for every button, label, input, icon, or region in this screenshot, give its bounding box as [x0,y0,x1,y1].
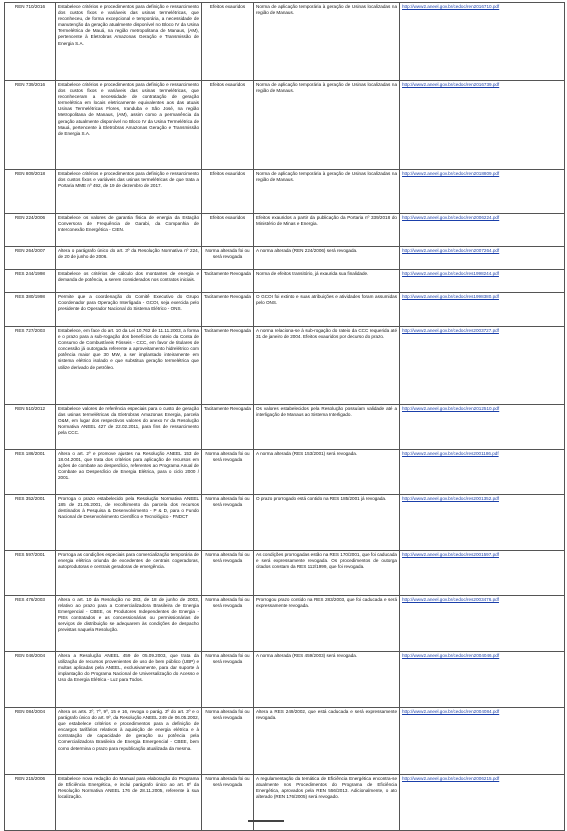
norm-code-cell: RES 244/1998 [5,270,56,293]
norm-link-cell [400,652,565,708]
norm-observation-cell: Efeitos exauridos a partir da publicação da Portaria nº 339/2018 do Ministério de Minas e Energia. [254,214,400,247]
document-link[interactable]: http://www2.aneel.gov.br/cedoc/ren2006224.pdf [402,215,500,220]
table-row [5,293,565,327]
table-row [5,495,565,551]
norm-observation-cell: Os valores estabelecidos pela Resolução possuíam validade até a interligação de Manaus ao Sistema Interligado. [254,405,400,450]
document-link[interactable]: http://www2.aneel.gov.br/cedoc/res2001352.pdf [402,496,499,501]
document-link[interactable]: http://www2.aneel.gov.br/cedoc/res2003476.pdf [402,597,499,602]
document-link[interactable]: http://www2.aneel.gov.br/cedoc/res1998380.pdf [402,294,499,299]
norm-code-cell: RES 352/2001 [5,495,56,551]
table-row [5,81,565,170]
norm-description-cell: Permite que a coordenação do Comitê Executivo do Grupo Coordenador para Operação Interligada - GCOI, seja exercida pelo presidente do Operador Nacional do Sistema Elétrico - ONS. [56,293,202,327]
norm-link-cell [400,81,565,170]
norm-status-cell: Efeitos exauridos [202,214,254,247]
document-link[interactable]: http://www2.aneel.gov.br/cedoc/ren2016739.pdf [402,82,500,87]
norm-status-cell: Norma alterada foi ou será revogada [202,450,254,495]
norm-status-cell: Norma alterada foi ou será revogada [202,551,254,596]
norm-description-cell: Altera o art. 10 da Resolução no 283, de 18 de junho de 2003, relativo ao prazo para a Comercializadora Brasileira de Energia Emergencial - CBEE, os Produtores Independentes de Energia - PIEs contratados e as concessionárias ou permissionárias de serviços de distribuição se adequarem às condições de despacho previstas naquela Resolução. [56,596,202,652]
document-link[interactable]: http://www2.aneel.gov.br/cedoc/res2003727.pdf [402,328,499,333]
norm-description-cell: Estabelece nova redação do Manual para elaboração do Programa de Eficiência Energética, e inclui parágrafo único ao art. 8º da Resolução Normativa ANEEL 176 de 28.11.2005, referente à sua localização. [56,775,202,831]
norm-status-cell: Efeitos exauridos [202,81,254,170]
norm-code-cell: RES 597/2001 [5,551,56,596]
norm-description-cell: Prorroga o prazo estabelecido pela Resolução Normativa ANEEL 185 de 21.05.2001, de recolhimento da parcela dos recursos destinados à Pesquisa & Desenvolvimento - P & D, para o Fundo Nacional de Desenvolvimento Científico e Tecnológico - FNDCT [56,495,202,551]
document-link[interactable]: http://www2.aneel.gov.br/cedoc/ren2004084.pdf [402,709,500,714]
document-sheet [4,2,564,831]
norm-description-cell: Estabelece, em face do art. 10 da Lei 10.762 de 11.11.2003, a forma e o prazo para a sub-rogação dos benefícios do rateio da Conta de Consumo de Combustíveis Fósseis - CCC, em favor de titulares de concessão já outorgada referente a aproveitamento hidrelétrico com potência maior que 30 MW, a ser implantado inteiramente em sistema elétrico isolado e que substitua geração termelétrica que utilize derivado de petróleo. [56,327,202,405]
norm-description-cell: Prorroga as condições especiais para comercialização temporária de energia elétrica oriunda de excedentes de centrais cogeradoras, autoprodutoras e centrais geradoras de emergência. [56,551,202,596]
table-row [5,270,565,293]
norm-code-cell: REN 710/2016 [5,3,56,81]
norm-code-cell: RES 476/2003 [5,596,56,652]
table-row [5,247,565,270]
norm-observation-cell: Norma de aplicação temporária à geração de Usinas localizadas na região de Manaus. [254,170,400,214]
norm-observation-cell: O GCOI foi extinto e suas atribuições e atividades foram assumidas pelo ONS. [254,293,400,327]
norm-observation-cell: As condições prorrogadas estão na RES 170/2001, que foi caducada e será expressamente revogada. Os procedimentos de outorga citados constam da RES 112/1999, que foi revogada. [254,551,400,596]
norm-status-cell: Efeitos exauridos [202,170,254,214]
table-row [5,708,565,775]
norm-status-cell: Tacitamente Revogada [202,327,254,405]
norm-description-cell: Altera o art. 2º e promove ajustes na Resolução ANEEL 153 de 18.04.2001, que trata dos critérios para aplicação de recursos em ações de combate ao desperdício, referentes ao Programa Anual de Combate ao Desperdício de Energia Elétrica, para o ciclo 2000 / 2001. [56,450,202,495]
document-link[interactable]: http://www2.aneel.gov.br/cedoc/res2001597.pdf [402,552,499,557]
norm-link-cell [400,293,565,327]
norm-status-cell: Norma alterada foi ou será revogada [202,247,254,270]
table-row [5,596,565,652]
norm-description-cell: Estabelece critérios e procedimentos para definição e ressarcimento dos custos fixos e variáveis das usinas termelétricas, que reconheceu, de forma excepcional e temporária, a necessidade de manutenção da geração atualmente disponível no Bloco IV da Usina Termelétrica de Mauá, na região metropolitana de Manaus, (AM), pertencente à Eletrobras Amazonas Geração e Transmissão de Energia S.A. [56,3,202,81]
norms-table [4,2,565,831]
norm-status-cell: Norma alterada foi ou será revogada [202,775,254,831]
norm-observation-cell: Norma de efeitos transitório, já exaurida sua finalidade. [254,270,400,293]
document-link[interactable]: http://www2.aneel.gov.br/cedoc/ren2018809.pdf [402,171,500,176]
table-row [5,652,565,708]
document-link[interactable]: http://www2.aneel.gov.br/cedoc/ren2004046.pdf [402,653,500,658]
document-link[interactable]: http://www2.aneel.gov.br/cedoc/ren2007264.pdf [402,248,500,253]
norm-status-cell: Norma alterada foi ou será revogada [202,652,254,708]
norm-link-cell [400,3,565,81]
norm-description-cell: Estabelece critérios e procedimentos para definição e ressarcimento dos custos fixos e variáveis das usinas termelétricas, que reconheceram a necessidade de contratação de geração termelétrica em locais eletricamente equivalentes aos das atuais Usinas Termelétricas Flores, Iranduba e São José, na região Metropolitana de Manaus, (AM), assim como a permanência da geração atualmente disponível no Bloco IV da Usina Termelétrica de Mauá, pertencente à Eletrobras Amazonas Geração e Transmissão de Energia S.A. [56,81,202,170]
norm-link-cell [400,327,565,405]
norm-status-cell: Norma alterada foi ou será revogada [202,495,254,551]
norm-status-cell: Tacitamente Revogada [202,405,254,450]
norm-code-cell: REN 215/2006 [5,775,56,831]
norm-description-cell: Estabelece os critérios de cálculo dos montantes de energia e demanda de potência, a serem considerados nos contratos iniciais. [56,270,202,293]
document-link[interactable]: http://www2.aneel.gov.br/cedoc/ren2012510.pdf [402,406,500,411]
norm-observation-cell: Prorrogou prazo contido na RES 283/2003, que foi caducada e será expressamente revogada. [254,596,400,652]
norm-code-cell: RES 727/2003 [5,327,56,405]
norm-description-cell: Altera o parágrafo único do art. 3º da Resolução Normativa nº 224, de 20 de junho de 2006. [56,247,202,270]
norm-description-cell: Altera os arts. 3º, 7º, 9º, 15 e 16, revoga o parág. 3º do art. 3º e o parágrafo único do art. 9º, da Resolução ANEEL 249 de 06.05.2002, que estabelece critérios e procedimentos para a definição de encargos tarifários relativos à aquisição de energia elétrica e à contratação de capacidade de geração ou potência pela Comercializadora Brasileira de Energia Emergencial - CBEE, bem como determina o prazo para republicação atualizada da mesma. [56,708,202,775]
norm-code-cell: REN 510/2012 [5,405,56,450]
table-row [5,214,565,247]
norm-observation-cell: A norma alterada (RES 153/2001) será revogada. [254,450,400,495]
norm-code-cell: RES 380/1998 [5,293,56,327]
norm-code-cell: REN 739/2016 [5,81,56,170]
norm-status-cell: Tacitamente Revogada [202,293,254,327]
norm-code-cell: RES 186/2001 [5,450,56,495]
norm-status-cell: Tacitamente Revogada [202,270,254,293]
norm-link-cell [400,170,565,214]
norm-description-cell: Estabelece critérios e procedimentos para definição e ressarcimento dos custos fixos e variáveis das usinas termelétricas de que trata a Portaria MME nº 492, de 19 de dezembro de 2017. [56,170,202,214]
norm-code-cell: REN 264/2007 [5,247,56,270]
page-footer-mark [248,820,284,822]
norm-code-cell: REN 084/2004 [5,708,56,775]
norm-link-cell [400,247,565,270]
norm-code-cell: REN 046/2004 [5,652,56,708]
table-row [5,3,565,81]
norm-observation-cell: O prazo prorrogado está contido na RES 185/2001 já revogada. [254,495,400,551]
document-link[interactable]: http://www2.aneel.gov.br/cedoc/res2001186.pdf [402,451,499,456]
norm-link-cell [400,270,565,293]
norm-link-cell [400,708,565,775]
table-row [5,775,565,831]
norm-observation-cell: A norma alterada (RES 459/2003) será revogada. [254,652,400,708]
norm-observation-cell: Norma de aplicação temporária à geração de Usinas localizadas na região de Manaus. [254,3,400,81]
norm-link-cell [400,405,565,450]
norm-code-cell: REN 224/2006 [5,214,56,247]
document-link[interactable]: http://www2.aneel.gov.br/cedoc/res1998244.pdf [402,271,499,276]
table-row [5,405,565,450]
norm-observation-cell: A norma alterada (REN 224/2006) será revogada. [254,247,400,270]
document-link[interactable]: http://www2.aneel.gov.br/cedoc/ren2016710.pdf [402,4,500,9]
norm-observation-cell: A regulamentação da temática de Eficiência Energética encontra-se atualmente nos Procedimentos do Programa de Eficiência Energética, aprovados pela REN 556/2013. Adicionalmente, o ato alterado (REN 176/2005) será revogado. [254,775,400,831]
table-row [5,450,565,495]
norm-link-cell [400,214,565,247]
norm-link-cell [400,551,565,596]
norm-observation-cell: A norma relaciona-se à sub-rogação do rateio da CCC requerida até 31 de janeiro de 2004. Efeitos exauridos por decurso do prazo. [254,327,400,405]
norm-description-cell: Estabelece valores de referência especiais para o custo de geração das usinas termelétricas da Eletrobras Amazonas Energia, parcela O&M, em lugar dos respectivos valores do anexo IV da Resolução Normativa ANEEL 427 de 22.02.2011, para fins de ressarcimento pela CCC. [56,405,202,450]
table-row [5,327,565,405]
norm-link-cell [400,775,565,831]
norm-code-cell: REN 809/2018 [5,170,56,214]
norm-description-cell: Estabelece os valores de garantia física de energia da Estação Conversora de Frequência de Garabi, da Companhia de Interconexão Energética - CIEN. [56,214,202,247]
norm-observation-cell: Norma de aplicação temporária à geração de Usinas localizadas na região de Manaus. [254,81,400,170]
table-row [5,551,565,596]
norm-link-cell [400,450,565,495]
norm-status-cell: Norma alterada foi ou será revogada [202,596,254,652]
table-row [5,170,565,214]
norm-status-cell: Efeitos exauridos [202,3,254,81]
document-link[interactable]: http://www2.aneel.gov.br/cedoc/ren2006215.pdf [402,776,500,781]
norm-observation-cell: Altera a RES 249/2002, que está caducada e será expressamente revogada. [254,708,400,775]
norm-status-cell: Norma alterada foi ou será revogada [202,708,254,775]
norm-link-cell [400,495,565,551]
norm-description-cell: Altera a Resolução ANEEL 459 de 05.09.2003, que trata da utilização de recursos provenientes de uso de bem público (UBP) e multas aplicadas pela ANEEL, exclusivamente, para dar suporte à implantação do Programa Nacional de Universalização do Acesso e Uso da Energia Elétrica - Luz para Todos. [56,652,202,708]
norm-link-cell [400,596,565,652]
